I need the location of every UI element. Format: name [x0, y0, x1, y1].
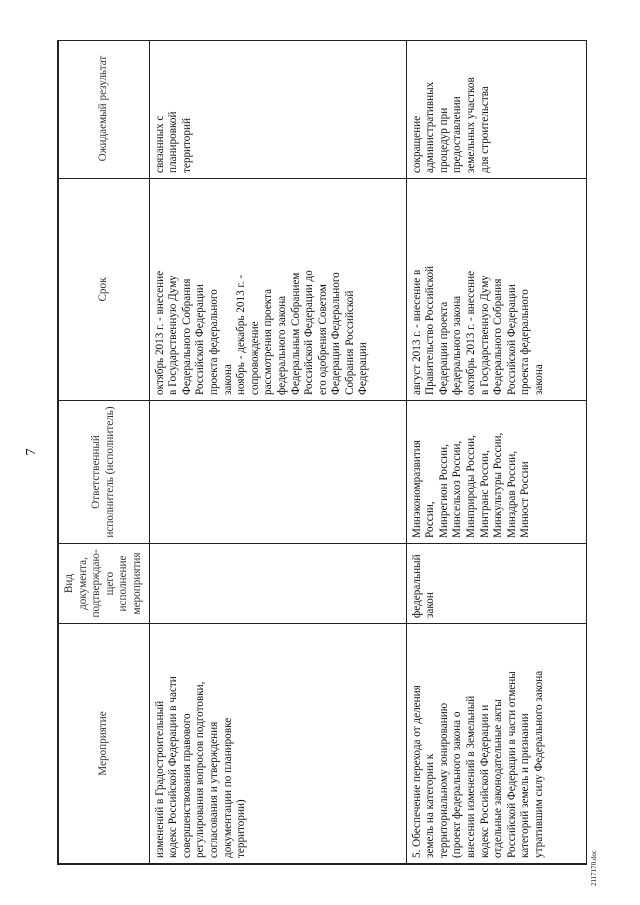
table-header-row: [59, 40, 150, 864]
cell-executor: [406, 401, 587, 544]
cell-line: Российской Федерации до: [303, 270, 316, 395]
cell-line: Минрегион России,: [437, 444, 450, 538]
cell-line: Минэкономразвития: [410, 440, 423, 538]
cell-line: Минздрав России,: [505, 451, 518, 538]
cell-line: совершенствования правового: [180, 713, 193, 858]
footer-document-code: 2117170.doc: [590, 849, 598, 887]
page-number: 7: [24, 448, 39, 456]
cell-line: изменений в Градостроительный: [153, 700, 166, 858]
cell-line: Минюст России: [519, 461, 532, 538]
cell-line: в Государственную Думу: [478, 275, 491, 395]
cell-line: процедур при: [437, 107, 450, 173]
cell-line: федеральный: [410, 554, 423, 618]
cell-line: Федеральным Собранием: [289, 272, 302, 395]
table-row: [406, 40, 587, 864]
cell-line: Минсельхоз России,: [451, 440, 464, 538]
cell-line: территории): [235, 799, 248, 858]
cell-result: [149, 40, 406, 179]
cell-line: октябрь 2013 г. - внесение: [464, 270, 477, 395]
cell-line: территорий: [180, 118, 193, 173]
cell-line: рассмотрения проекта: [262, 288, 275, 395]
cell-line: Российской Федерации в части отмены: [505, 671, 518, 858]
measures-table: [57, 40, 587, 865]
cell-line: август 2013 г. - внесение в: [410, 269, 423, 395]
cell-executor: [149, 401, 406, 544]
cell-line: Минтранс России,: [478, 450, 491, 538]
cell-doc-type: [406, 544, 587, 624]
cell-line: Федерации: [357, 342, 370, 395]
cell-line: сопровождение: [248, 321, 261, 395]
cell-line: предоставлении: [451, 96, 464, 173]
cell-line: Минкультуры России,: [492, 432, 505, 538]
cell-line: (проект федерального закона о: [451, 711, 464, 858]
cell-line: сокращение: [410, 115, 423, 173]
header-result: Ожидаемый результат: [59, 40, 150, 179]
cell-line: документации по планировке: [221, 717, 234, 858]
cell-line: Минприроды России,: [464, 435, 477, 538]
cell-line: для строительства: [478, 86, 491, 173]
cell-line: регулирования вопросов подготовки,: [194, 681, 207, 858]
cell-line: проекта федерального: [519, 289, 532, 395]
cell-line: Федерального Собрания: [492, 278, 505, 395]
cell-measure: [406, 624, 587, 864]
cell-line: федерального закона: [451, 295, 464, 395]
cell-line: его одобрения Советом: [316, 284, 329, 395]
cell-deadline: [406, 179, 587, 401]
cell-line: Собрания Российской: [343, 290, 356, 395]
cell-line: связанных с: [153, 115, 166, 173]
cell-line: в Государственную Думу: [167, 275, 180, 395]
cell-line: Федерального Собрания: [180, 278, 193, 395]
header-measure: Мероприятие: [59, 624, 150, 864]
cell-line: Федерации Федерального: [330, 272, 343, 395]
header-doc-type: Вид документа, подтверждаю-щего исполнение мероприятия: [59, 544, 150, 624]
cell-line: административных: [424, 81, 437, 173]
cell-measure: [149, 624, 406, 864]
cell-line: отдельные законодательные акты: [492, 699, 505, 858]
cell-line: кодекс Российской Федерации и: [478, 704, 491, 858]
header-deadline: Срок: [59, 179, 150, 401]
cell-line: проекта федерального: [207, 289, 220, 395]
cell-line: кодекс Российской Федерации в части: [167, 676, 180, 858]
cell-line: утратившим силу Федерального закона: [532, 670, 545, 858]
cell-line: Федерации проекта: [437, 301, 450, 395]
rotated-table-viewport: [57, 40, 587, 865]
cell-doc-type: [149, 544, 406, 624]
table-row: [149, 40, 406, 864]
cell-line: Российской Федерации: [194, 284, 207, 395]
cell-result: [406, 40, 587, 179]
cell-line: территориальному зонированию: [437, 702, 450, 858]
cell-line: земельных участков: [464, 77, 477, 173]
cell-line: 5. Обеспечение перехода от деления: [410, 685, 423, 858]
cell-line: закона: [221, 364, 234, 395]
cell-line: категорий земель и признании: [519, 713, 532, 858]
cell-line: федерального закона: [275, 295, 288, 395]
cell-line: Правительство Российской: [424, 265, 437, 395]
cell-deadline: [149, 179, 406, 401]
cell-line: закона: [532, 364, 545, 395]
header-executor: Ответственный исполнитель (исполнитель): [59, 401, 150, 544]
cell-line: ноябрь - декабрь 2013 г. -: [235, 274, 248, 395]
cell-line: Российской Федерации: [505, 284, 518, 395]
cell-line: планировкой: [167, 111, 180, 173]
cell-line: согласования и утверждения: [207, 721, 220, 858]
cell-line: октябрь 2013 г. - внесение: [153, 270, 166, 395]
cell-line: России,: [424, 501, 437, 538]
cell-line: закон: [424, 592, 437, 618]
cell-line: внесении изменений в Земельный: [464, 695, 477, 858]
cell-line: земель на категории к: [424, 753, 437, 858]
